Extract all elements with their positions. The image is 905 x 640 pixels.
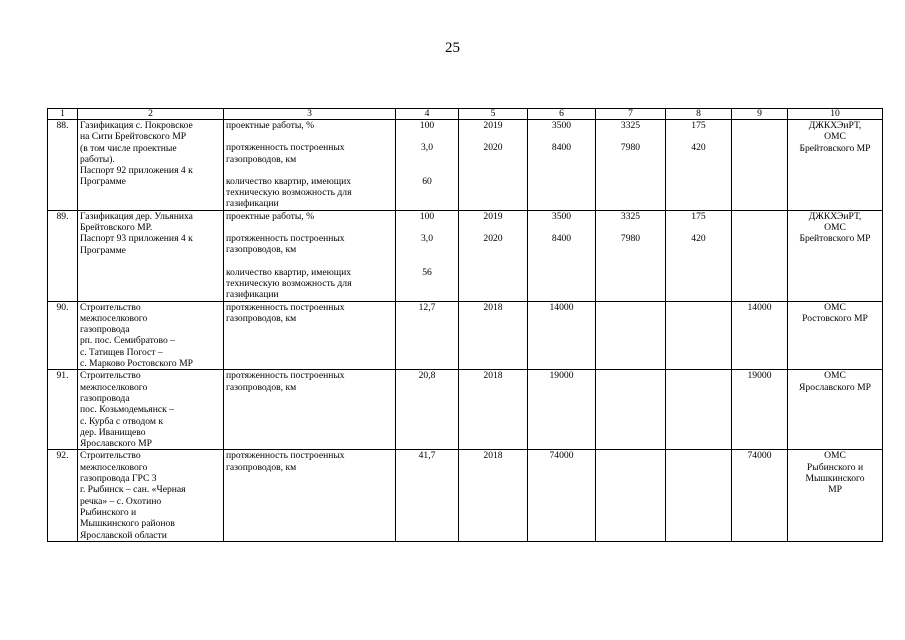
executor bbox=[788, 210, 883, 301]
indicator-name: протяженность построенных газопроводов, км bbox=[226, 142, 345, 165]
event-name-text: Строительство межпоселкового газопровода рп. пос. Семибратово – с. Татищев Погост – с. Марково Ростовского МР bbox=[80, 301, 193, 370]
indicator-value-cell bbox=[396, 210, 459, 301]
executor-text: ОМС Ярославского МР bbox=[799, 370, 871, 393]
indicator-value-cell bbox=[396, 370, 459, 450]
year-value: 2019 bbox=[483, 120, 503, 131]
column-8-amount-cell bbox=[666, 450, 732, 541]
event-name bbox=[78, 450, 224, 541]
column-header-1: 1 bbox=[48, 109, 78, 120]
column-7-amount: 7980 bbox=[620, 142, 641, 154]
executor bbox=[788, 301, 883, 370]
executor bbox=[788, 370, 883, 450]
column-9-amount-cell bbox=[732, 120, 788, 211]
column-8-amount: 175 bbox=[691, 120, 706, 131]
row-number: 89. bbox=[48, 210, 78, 301]
column-7-amount bbox=[598, 370, 663, 393]
column-9-amount bbox=[734, 267, 785, 301]
year-value-cell bbox=[459, 450, 528, 541]
year-value: 2020 bbox=[483, 142, 503, 154]
year-value-cell bbox=[459, 120, 528, 211]
year-value-cell bbox=[459, 210, 528, 301]
column-7-amount bbox=[598, 450, 663, 473]
event-name bbox=[78, 120, 224, 211]
year-value: 2018 bbox=[483, 301, 503, 313]
column-9-amount: 19000 bbox=[747, 370, 772, 382]
header-row bbox=[48, 109, 883, 120]
executor-text: ОМС Рыбинского и Мышкинского МР bbox=[805, 450, 865, 496]
column-8-amount bbox=[668, 450, 729, 473]
total-amount-cell bbox=[528, 450, 596, 541]
column-7-amount: 3325 bbox=[620, 120, 641, 131]
column-header-10: 10 bbox=[788, 109, 883, 120]
indicator-name: протяженность построенных газопроводов, км bbox=[226, 450, 345, 473]
column-8-amount: 420 bbox=[691, 233, 706, 245]
executor-text: ОМС Ростовского МР bbox=[802, 301, 868, 324]
column-9-amount-cell bbox=[732, 210, 788, 301]
total-amount: 19000 bbox=[549, 370, 574, 382]
column-7-amount-cell bbox=[596, 450, 666, 541]
column-8-amount: 420 bbox=[691, 142, 706, 154]
column-header-5: 5 bbox=[459, 109, 528, 120]
total-amount: 74000 bbox=[549, 450, 574, 462]
column-header-3: 3 bbox=[224, 109, 396, 120]
page-number: 25 bbox=[445, 40, 460, 56]
column-header-2: 2 bbox=[78, 109, 224, 120]
row-number: 91. bbox=[48, 370, 78, 450]
column-8-amount-cell bbox=[666, 301, 732, 370]
total-amount bbox=[530, 267, 593, 301]
total-amount bbox=[530, 176, 593, 210]
column-8-amount bbox=[668, 302, 729, 325]
table-row bbox=[48, 301, 883, 370]
year-value: 2018 bbox=[483, 450, 503, 462]
indicator-name: проектные работы, % bbox=[226, 210, 315, 222]
column-8-amount bbox=[668, 176, 729, 210]
year-value-cell bbox=[459, 370, 528, 450]
indicator-value: 100 bbox=[419, 210, 435, 222]
executor-text: ДЖКХЭиРТ, ОМС Брейтовского МР bbox=[799, 210, 871, 245]
event-name-text: Строительство межпоселкового газопровода пос. Козьмодемьянск – с. Курба с отводом к дер. Иванищево Ярославского МР bbox=[80, 370, 174, 450]
indicator-value-cell bbox=[396, 450, 459, 541]
indicator-names bbox=[224, 370, 396, 450]
table-row bbox=[48, 370, 883, 450]
column-8-amount-cell bbox=[666, 370, 732, 450]
indicator-value: 41,7 bbox=[418, 450, 436, 462]
indicator-names bbox=[224, 210, 396, 301]
event-name-text: Газификация с. Покровское на Сити Брейтовского МР (в том числе проектные работы). Паспорт 92 приложения 4 к Программе bbox=[80, 120, 193, 188]
column-header-9: 9 bbox=[732, 109, 788, 120]
column-9-amount bbox=[734, 233, 785, 256]
column-8-amount bbox=[668, 370, 729, 393]
indicator-value: 56 bbox=[422, 266, 432, 278]
total-amount: 3500 bbox=[551, 210, 572, 222]
column-7-amount: 7980 bbox=[620, 233, 641, 245]
indicator-name: количество квартир, имеющих техническую возможность для газификации bbox=[226, 175, 352, 210]
year-value: 2020 bbox=[483, 233, 503, 245]
event-name-text: Строительство межпоселкового газопровода ГРС 3 г. Рыбинск – сан. «Черная речка» – с. Охотино Рыбинского и Мышкинского районов Ярославской области bbox=[80, 450, 186, 541]
row-number: 88. bbox=[48, 120, 78, 211]
table-body bbox=[48, 120, 883, 542]
column-header-8: 8 bbox=[666, 109, 732, 120]
column-header-7: 7 bbox=[596, 109, 666, 120]
column-8-amount: 175 bbox=[691, 210, 706, 222]
indicator-names bbox=[224, 120, 396, 211]
column-7-amount bbox=[598, 176, 663, 210]
event-name bbox=[78, 210, 224, 301]
indicator-value: 60 bbox=[422, 175, 432, 187]
event-name bbox=[78, 370, 224, 450]
column-9-amount-cell bbox=[732, 370, 788, 450]
indicator-names bbox=[224, 301, 396, 370]
column-9-amount: 14000 bbox=[747, 301, 772, 313]
year-value bbox=[461, 267, 525, 301]
column-8-amount bbox=[668, 267, 729, 301]
year-value bbox=[461, 176, 525, 210]
column-7-amount-cell bbox=[596, 210, 666, 301]
executor bbox=[788, 450, 883, 541]
indicator-value: 12,7 bbox=[418, 301, 436, 313]
column-header-6: 6 bbox=[528, 109, 596, 120]
indicator-value-cell bbox=[396, 120, 459, 211]
indicator-name: протяженность построенных газопроводов, км bbox=[226, 370, 345, 393]
total-amount-cell bbox=[528, 210, 596, 301]
row-number: 92. bbox=[48, 450, 78, 541]
indicator-name: протяженность построенных газопроводов, км bbox=[226, 233, 345, 256]
column-9-amount bbox=[734, 211, 785, 222]
indicator-names bbox=[224, 450, 396, 541]
column-7-amount: 3325 bbox=[620, 210, 641, 222]
column-7-amount bbox=[598, 267, 663, 301]
indicator-value: 3,0 bbox=[421, 233, 433, 245]
table-row bbox=[48, 210, 883, 301]
total-amount: 8400 bbox=[551, 142, 572, 154]
total-amount: 8400 bbox=[551, 233, 572, 245]
row-number: 90. bbox=[48, 301, 78, 370]
total-amount-cell bbox=[528, 120, 596, 211]
table-row bbox=[48, 120, 883, 211]
indicator-name: протяженность построенных газопроводов, км bbox=[226, 301, 345, 324]
program-table bbox=[47, 108, 883, 542]
year-value: 2018 bbox=[483, 370, 503, 382]
column-7-amount bbox=[598, 302, 663, 325]
total-amount-cell bbox=[528, 370, 596, 450]
column-9-amount bbox=[734, 176, 785, 210]
column-9-amount: 74000 bbox=[747, 450, 772, 462]
total-amount: 14000 bbox=[549, 301, 574, 313]
executor bbox=[788, 120, 883, 211]
year-value: 2019 bbox=[483, 210, 503, 222]
column-9-amount-cell bbox=[732, 301, 788, 370]
indicator-value: 100 bbox=[419, 120, 435, 131]
indicator-value: 20,8 bbox=[418, 370, 436, 382]
year-value-cell bbox=[459, 301, 528, 370]
column-9-amount bbox=[734, 142, 785, 165]
column-8-amount-cell bbox=[666, 120, 732, 211]
column-9-amount-cell bbox=[732, 450, 788, 541]
event-name bbox=[78, 301, 224, 370]
column-7-amount-cell bbox=[596, 301, 666, 370]
total-amount-cell bbox=[528, 301, 596, 370]
indicator-name: проектные работы, % bbox=[226, 120, 315, 131]
indicator-name: количество квартир, имеющих техническую возможность для газификации bbox=[226, 266, 352, 301]
total-amount: 3500 bbox=[551, 120, 572, 131]
column-9-amount bbox=[734, 120, 785, 131]
column-header-4: 4 bbox=[396, 109, 459, 120]
column-7-amount-cell bbox=[596, 120, 666, 211]
indicator-value: 3,0 bbox=[421, 142, 433, 154]
executor-text: ДЖКХЭиРТ, ОМС Брейтовского МР bbox=[799, 120, 871, 154]
column-7-amount-cell bbox=[596, 370, 666, 450]
table-row bbox=[48, 450, 883, 541]
indicator-value-cell bbox=[396, 301, 459, 370]
column-8-amount-cell bbox=[666, 210, 732, 301]
event-name-text: Газификация дер. Ульяниха Брейтовского МР. Паспорт 93 приложения 4 к Программе bbox=[80, 210, 193, 256]
